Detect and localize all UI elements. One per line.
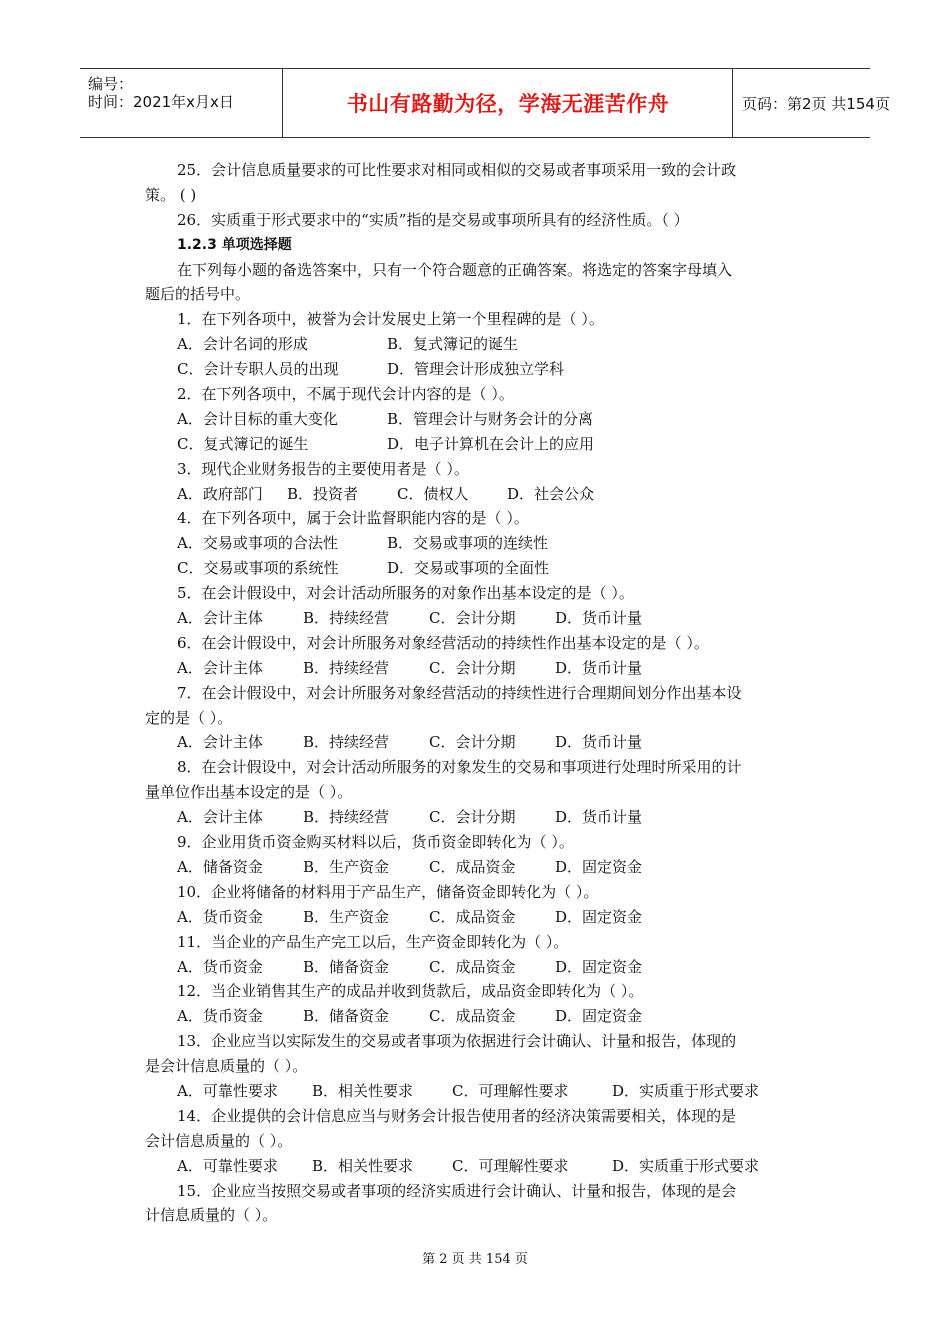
question-stem: 11．当企业的产品生产完工以后，生产资金即转化为（ ）。: [177, 932, 569, 951]
answer-option: A．货币资金: [177, 907, 263, 926]
answer-option: A．会计主体: [177, 658, 263, 677]
header-meta-cell: [80, 69, 283, 137]
question-stem: 9．企业用货币资金购买材料以后，货币资金即转化为（ ）。: [177, 833, 574, 852]
question-item: [145, 830, 810, 880]
answer-options-row: [145, 855, 810, 880]
answer-option: D．管理会计形成独立学科: [387, 360, 565, 379]
header-page-cell: [734, 69, 890, 137]
question-item: [145, 880, 810, 930]
answer-option: A．会计主体: [177, 808, 263, 827]
answer-options-row: [145, 1004, 810, 1029]
answer-options-row: [145, 1154, 810, 1179]
instructions-line-1: 在下列每小题的备选答案中，只有一个符合题意的正确答案。将选定的答案字母填入: [177, 260, 733, 279]
answer-options-row: [145, 432, 810, 457]
question-stem: 5．在会计假设中，对会计活动所服务的对象作出基本设定的是（ ）。: [177, 584, 634, 603]
answer-option: A．会计名词的形成: [177, 335, 308, 354]
answer-option: A．可靠性要求: [177, 1081, 278, 1100]
question-item: [145, 457, 810, 507]
answer-option: C．会计分期: [429, 609, 516, 628]
answer-option: A．交易或事项的合法性: [177, 534, 338, 553]
question-stem: 量单位作出基本设定的是（ ）。: [145, 783, 353, 802]
number-label: 编号：: [88, 75, 134, 93]
question-item: [145, 506, 810, 581]
answer-options-row: [145, 357, 810, 382]
answer-options-row: [145, 730, 810, 755]
question-list: [145, 307, 810, 1228]
answer-options-row: [145, 407, 810, 432]
answer-option: C．债权人: [397, 484, 469, 503]
answer-option: C．会计分期: [429, 733, 516, 752]
answer-option: B．持续经营: [303, 609, 390, 628]
answer-option: B．持续经营: [303, 658, 390, 677]
answer-option: B．持续经营: [303, 733, 390, 752]
question-stem: 2．在下列各项中，不属于现代会计内容的是（ ）。: [177, 385, 514, 404]
answer-option: D．实质重于形式要求: [612, 1156, 760, 1175]
page-info: 页码：第2页 共154页: [742, 94, 890, 113]
question-25-line-1: 25．会计信息质量要求的可比性要求对相同或相似的交易或者事项采用一致的会计政: [177, 161, 737, 179]
question-stem: 7．在会计假设中，对会计所服务对象经营活动的持续性进行合理期间划分作出基本设: [177, 683, 742, 702]
question-stem: 13．企业应当以实际发生的交易或者事项为依据进行会计确认、计量和报告，体现的: [177, 1032, 737, 1051]
question-stem: 1．在下列各项中，被誉为会计发展史上第一个里程碑的是（ ）。: [177, 310, 604, 329]
question-item: [145, 1029, 810, 1104]
page-header: [80, 68, 890, 138]
answer-option: A．政府部门: [177, 484, 263, 503]
answer-option: A．储备资金: [177, 857, 263, 876]
question-stem: 8．在会计假设中，对会计活动所服务的对象发生的交易和事项进行处理时所采用的计: [177, 758, 742, 777]
answer-options-row: [145, 905, 810, 930]
question-stem: 4．在下列各项中，属于会计监督职能内容的是（ ）。: [177, 509, 529, 528]
question-stem: 是会计信息质量的（ ）。: [145, 1057, 308, 1076]
question-26: 26．实质重于形式要求中的“实质”指的是交易或事项所具有的经济性质。（ ）: [177, 210, 689, 229]
question-item: [145, 307, 810, 382]
question-item: [145, 979, 810, 1029]
answer-options-row: [145, 531, 810, 556]
answer-option: B．储备资金: [303, 957, 390, 976]
answer-option: C．可理解性要求: [452, 1081, 569, 1100]
answer-option: B．持续经营: [303, 808, 390, 827]
question-stem: 6．在会计假设中，对会计所服务对象经营活动的持续性作出基本设定的是（ ）。: [177, 633, 709, 652]
question-stem: 计信息质量的（ ）。: [145, 1206, 278, 1225]
answer-option: D．固定资金: [555, 907, 643, 926]
question-stem: 会计信息质量的（ ）。: [145, 1131, 293, 1150]
question-stem: 14．企业提供的会计信息应当与财务会计报告使用者的经济决策需要相关，体现的是: [177, 1106, 737, 1125]
answer-option: D．社会公众: [507, 484, 595, 503]
question-stem: 定的是（ ）。: [145, 708, 233, 727]
answer-option: D．货币计量: [555, 808, 643, 827]
answer-options-row: [145, 606, 810, 631]
answer-option: A．货币资金: [177, 1007, 263, 1026]
answer-option: A．会计主体: [177, 609, 263, 628]
answer-option: C．可理解性要求: [452, 1156, 569, 1175]
answer-option: C．会计分期: [429, 658, 516, 677]
header-motto-cell: [284, 69, 733, 137]
question-item: [145, 930, 810, 980]
answer-option: B．生产资金: [303, 857, 390, 876]
answer-option: C．会计专职人员的出现: [177, 360, 339, 379]
question-stem: 15．企业应当按照交易或者事项的经济实质进行会计确认、计量和报告，体现的是会: [177, 1181, 737, 1200]
answer-option: D．实质重于形式要求: [612, 1081, 760, 1100]
section-heading: 1.2.3 单项选择题: [177, 236, 292, 253]
answer-option: B．投资者: [287, 484, 359, 503]
question-item: [145, 581, 810, 631]
answer-option: C．会计分期: [429, 808, 516, 827]
answer-option: D．交易或事项的全面性: [387, 559, 550, 578]
answer-options-row: [145, 656, 810, 681]
answer-option: D．固定资金: [555, 957, 643, 976]
question-item: [145, 631, 810, 681]
question-item: [145, 755, 810, 830]
answer-option: A．会计目标的重大变化: [177, 409, 338, 428]
question-stem: 3．现代企业财务报告的主要使用者是（ ）。: [177, 459, 469, 478]
question-25-line-2: 策。 ( ): [145, 185, 197, 204]
answer-option: D．货币计量: [555, 733, 643, 752]
answer-option: C．成品资金: [429, 857, 516, 876]
answer-option: B．交易或事项的连续性: [387, 534, 549, 553]
page-footer: 第 2 页 共 154 页: [422, 1252, 528, 1267]
answer-option: C．成品资金: [429, 907, 516, 926]
answer-option: B．复式簿记的诞生: [387, 335, 519, 354]
answer-option: D．电子计算机在会计上的应用: [387, 434, 595, 453]
question-item: [145, 681, 810, 756]
answer-options-row: [145, 332, 810, 357]
answer-option: C．成品资金: [429, 1007, 516, 1026]
answer-options-row: [145, 556, 810, 581]
question-item: [145, 1104, 810, 1179]
answer-option: A．会计主体: [177, 733, 263, 752]
answer-option: D．货币计量: [555, 658, 643, 677]
answer-option: C．成品资金: [429, 957, 516, 976]
answer-option: A．货币资金: [177, 957, 263, 976]
answer-option: A．可靠性要求: [177, 1156, 278, 1175]
answer-option: B．相关性要求: [312, 1081, 414, 1100]
answer-option: B．管理会计与财务会计的分离: [387, 409, 594, 428]
question-item: [145, 1179, 810, 1229]
answer-option: C．复式簿记的诞生: [177, 434, 309, 453]
date-label: 时间：2021年x月x日: [88, 93, 234, 111]
answer-options-row: [145, 955, 810, 980]
answer-option: D．固定资金: [555, 1007, 643, 1026]
answer-option: C．交易或事项的系统性: [177, 559, 339, 578]
answer-options-row: [145, 805, 810, 830]
motto-text: 书山有路勤为径，学海无涯苦作舟: [346, 92, 670, 116]
answer-option: B．储备资金: [303, 1007, 390, 1026]
instructions-line-2: 题后的括号中。: [145, 285, 251, 304]
answer-option: B．相关性要求: [312, 1156, 414, 1175]
answer-options-row: [145, 482, 810, 507]
question-stem: 12．当企业销售其生产的成品并收到货款后，成品资金即转化为（ ）。: [177, 982, 644, 1001]
document-body: [145, 158, 810, 1228]
answer-options-row: [145, 1079, 810, 1104]
question-stem: 10．企业将储备的材料用于产品生产，储备资金即转化为（ ）。: [177, 882, 599, 901]
answer-option: D．货币计量: [555, 609, 643, 628]
answer-option: B．生产资金: [303, 907, 390, 926]
answer-option: D．固定资金: [555, 857, 643, 876]
question-item: [145, 382, 810, 457]
